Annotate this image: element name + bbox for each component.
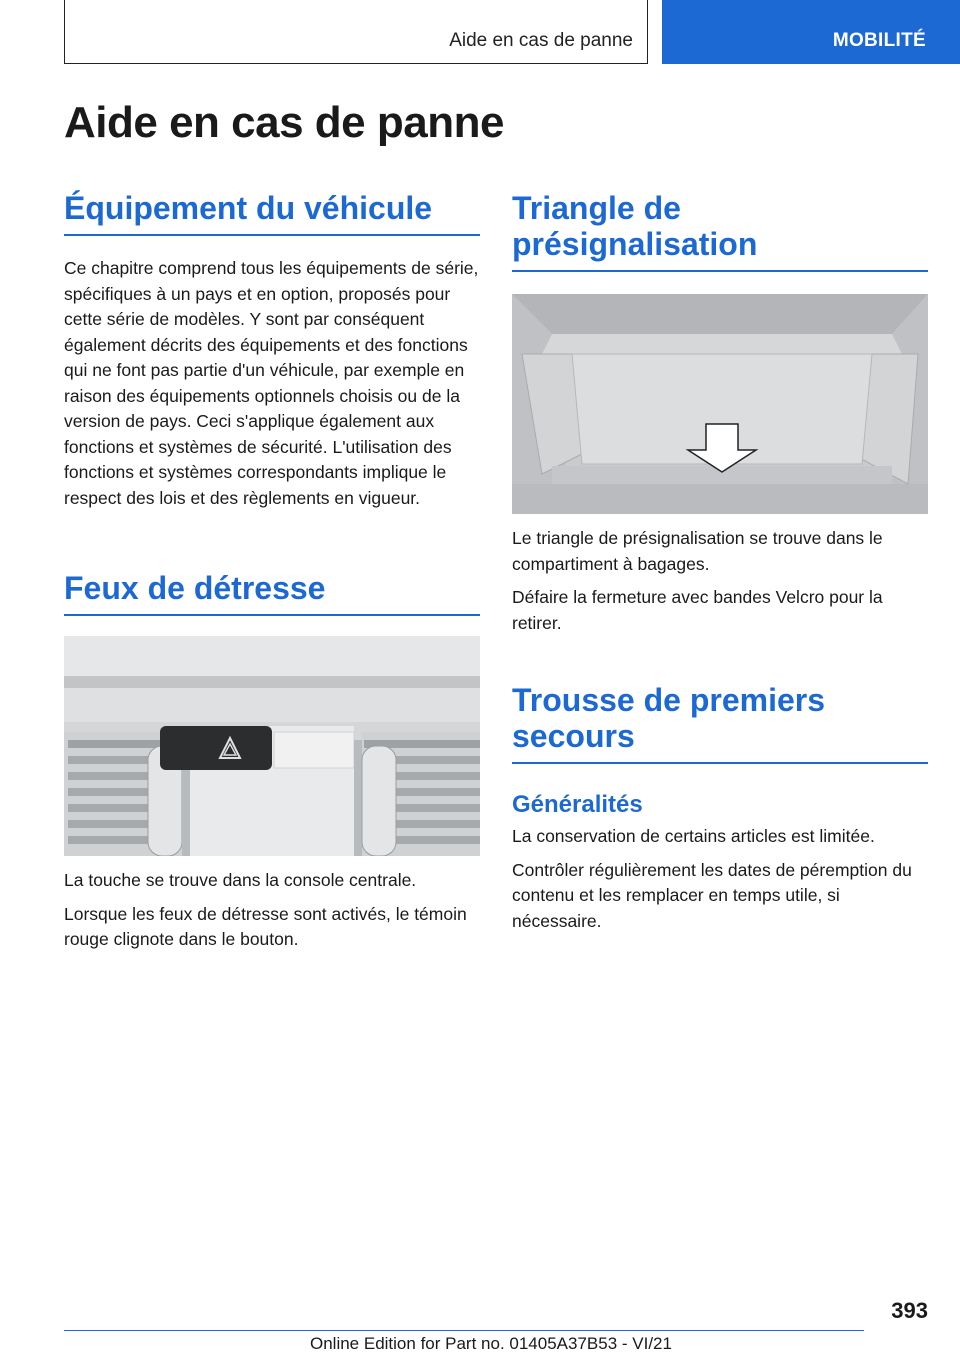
edition-note: Online Edition for Part no. 01405A37B53 - VI/21 [310, 1334, 672, 1353]
page-number: 393 [891, 1298, 928, 1323]
hazard-para-2: Lorsque les feux de détresse sont activés, le témoin rouge clignote dans le bouton. [64, 903, 467, 949]
triangle-para-1: Le triangle de présignalisation se trouve dans le compartiment à bagages. [512, 528, 883, 574]
page-title: Aide en cas de panne [64, 98, 504, 147]
hazard-text [64, 868, 480, 961]
section-tab-label: Aide en cas de panne [449, 30, 633, 51]
section-tab [64, 0, 648, 64]
first-aid-section [512, 682, 928, 942]
hazard-para-1: La touche se trouve dans la console centrale. [64, 870, 417, 890]
triangle-heading: Triangle de présignalisation [512, 190, 928, 272]
right-air-vent [354, 732, 480, 856]
chapter-tab-label: MOBILITÉ [832, 30, 926, 51]
first-aid-subheading: Généralités [512, 791, 643, 818]
triangle-section [512, 190, 928, 272]
first-aid-para-1: La conservation de certains articles est limitée. [512, 826, 875, 846]
chapter-tab [662, 0, 960, 64]
hazard-heading: Feux de détresse [64, 570, 480, 616]
hazard-button [160, 726, 272, 770]
hazard-button-photo [64, 636, 480, 856]
trunk-photo [512, 294, 928, 514]
footer-divider [64, 1330, 864, 1331]
equipment-heading: Équipement du véhicule [64, 190, 480, 236]
first-aid-heading: Trousse de premiers secours [512, 682, 928, 764]
equipment-section [64, 190, 480, 519]
equipment-body: Ce chapitre comprend tous les équipements de série, spécifiques à un pays et en option, proposés pour cette série de modèles. Y sont par conséquent également décrits des équipements et des fonctions qui ne font pas partie d'un véhicule, par exemple en raison des équipements optionnels choisis ou de la version de pays. Ceci s'applique également aux fonctions et systèmes de sécurité. L'utilisation des fonctions et systèmes correspondants implique le respect des lois et des règlements en vigueur. [64, 258, 479, 508]
triangle-para-2: Défaire la fermeture avec bandes Velcro pour la retirer. [512, 587, 883, 633]
triangle-text [512, 526, 928, 644]
first-aid-para-2: Contrôler régulièrement les dates de péremption du contenu et les remplacer en temps utile, si nécessaire. [512, 859, 912, 931]
hazard-section [64, 570, 480, 616]
